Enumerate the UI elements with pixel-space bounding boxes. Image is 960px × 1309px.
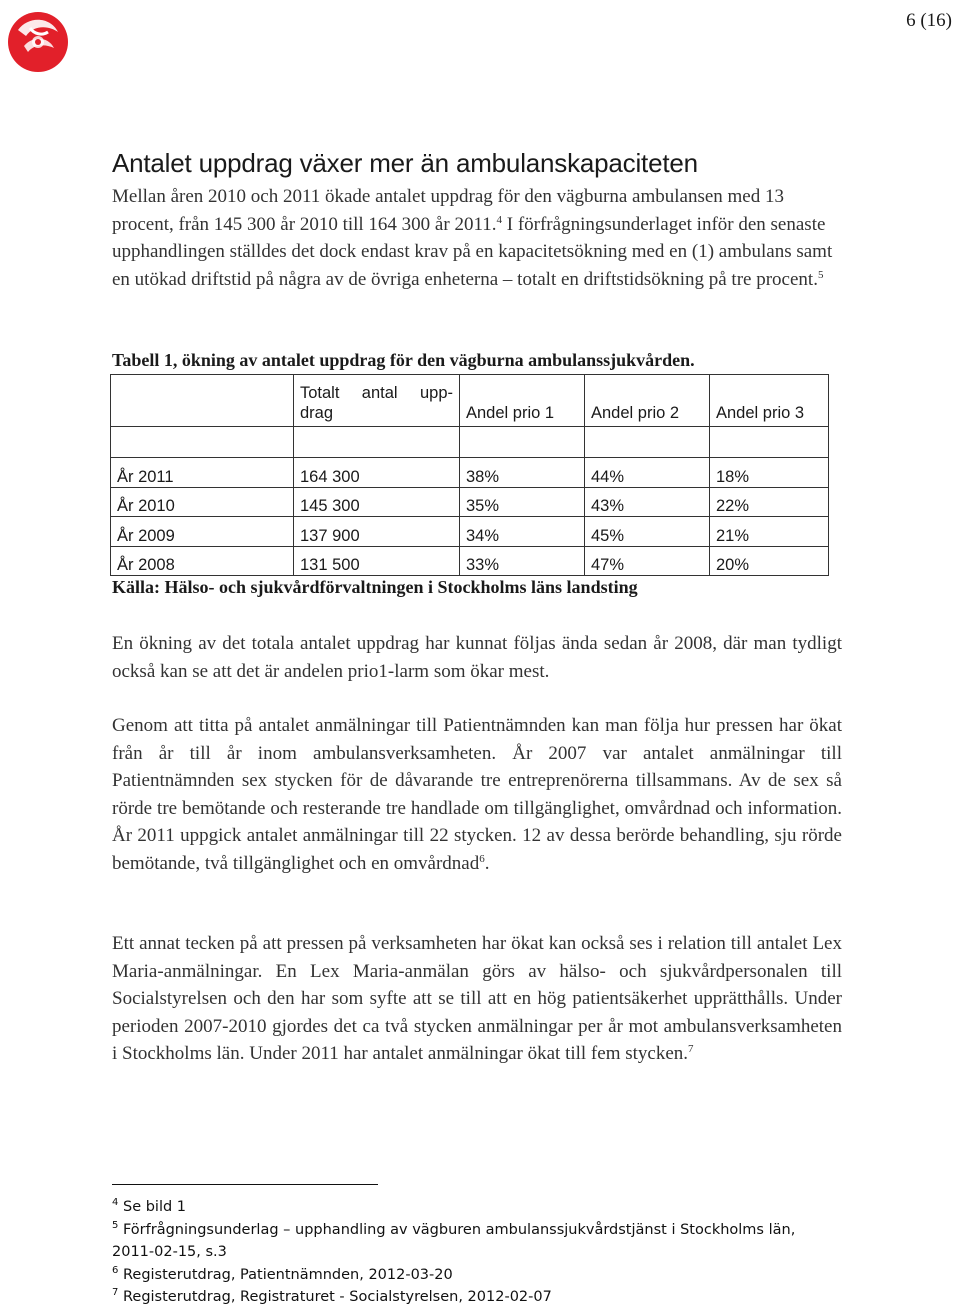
table-cell: 137 900	[294, 517, 460, 547]
table-cell	[294, 427, 460, 458]
table-cell: 18%	[710, 458, 829, 488]
table-header-cell: Andel prio 2	[585, 375, 710, 427]
table-cell: 43%	[585, 487, 710, 517]
red-rose-logo-icon	[4, 6, 70, 78]
intro-paragraph	[112, 183, 842, 293]
table-header-cell	[111, 375, 294, 427]
table-cell: År 2009	[111, 517, 294, 547]
table-header-cell: Andel prio 1	[460, 375, 585, 427]
table-cell: 145 300	[294, 487, 460, 517]
table-row	[111, 458, 829, 488]
footnote-ref-7[interactable]: 7	[688, 1043, 694, 1055]
footnote-item	[112, 1286, 842, 1309]
header-total-line2: drag	[300, 404, 334, 422]
table-cell: 47%	[585, 546, 710, 576]
table-header-row	[111, 375, 829, 427]
table-caption: Tabell 1, ökning av antalet uppdrag för den vägburna ambulanssjukvården.	[112, 350, 695, 370]
footnote-text: Registerutdrag, Registraturet - Socialstyrelsen, 2012-02-07	[122, 1289, 552, 1305]
footnote-number: 4	[112, 1197, 119, 1208]
table-cell	[710, 427, 829, 458]
paragraph-lex-maria-text: Ett annat tecken på att pressen på verksamheten har ökat kan också ses i relation till antalet Lex Maria-anmälningar. En Lex Maria-anmälan görs av hälso- och sjukvårdpersonalen till Socialstyrelsen och den har som syfte att se till att en hög patientsäkerhet upprätthålls. Under perioden 2007-2010 gjordes det ca två stycken anmälningar per år mot ambulansverksamheten i Stockholms län. Under 2011 har antalet anmälningar ökat till fem stycken.	[112, 933, 842, 1064]
table-row	[111, 517, 829, 547]
paragraph-trend: En ökning av det totala antalet uppdrag har kunnat följas ända sedan år 2008, där man tydligt också kan se att det är andelen prio1-larm som ökar mest.	[112, 633, 842, 682]
footnote-text: Se bild 1	[122, 1199, 187, 1215]
page-number: 6 (16)	[906, 10, 952, 31]
table-row	[111, 487, 829, 517]
table-cell: 35%	[460, 487, 585, 517]
table-cell: 45%	[585, 517, 710, 547]
footnote-ref-5[interactable]: 5	[817, 268, 824, 281]
footnote-item	[112, 1196, 842, 1219]
footnote-number: 5	[112, 1219, 119, 1231]
table-cell: 22%	[710, 487, 829, 517]
paragraph-patient-board	[112, 712, 842, 877]
table-cell: 164 300	[294, 458, 460, 488]
table-cell: År 2008	[111, 546, 294, 576]
intro-text-b: I förfrågningsunderlaget inför den senaste upphandlingen ställdes det dock endast krav på en kapacitetsökning med en (1) ambulans samt en utökad driftstid på några av de övriga enheterna – totalt en driftstidsökning på tre procent.	[112, 213, 833, 290]
paragraph-patient-board-text: Genom att titta på antalet anmälningar till Patientnämnden kan man följa hur pressen har ökat från år till år inom ambulansverksamheten. År 2007 var antalet anmälningar till Patientnämnden sex stycken för de dåvarande tre entreprenörerna tillsammans. Av de sex så rörde tre bemötande och resterande tre handlade om tillgänglighet, omvårdnad och information. År 2011 uppgick antalet anmälningar till 22 stycken. 12 av dessa berörde behandling, sju rörde bemötande, två tillgänglighet och en omvårdnad	[112, 715, 842, 874]
table-cell	[111, 427, 294, 458]
table-spacer-row	[111, 427, 829, 458]
paragraph-lex-maria	[112, 930, 842, 1068]
table-header-cell	[294, 375, 460, 427]
table-cell: 21%	[710, 517, 829, 547]
footnotes	[112, 1196, 842, 1309]
footnote-number: 7	[112, 1287, 119, 1298]
footnote-item	[112, 1219, 842, 1264]
table-cell: 131 500	[294, 546, 460, 576]
footnote-text: Registerutdrag, Patientnämnden, 2012-03-20	[122, 1266, 453, 1283]
section-title: Antalet uppdrag växer mer än ambulanskapaciteten	[112, 148, 698, 178]
footnote-item	[112, 1264, 842, 1287]
assignments-table	[110, 374, 829, 576]
header-total-line1: Totalt antal upp-	[300, 384, 453, 402]
table-cell: 38%	[460, 458, 585, 488]
table-header-cell: Andel prio 3	[710, 375, 829, 427]
footnote-divider	[112, 1184, 378, 1185]
table-cell: 33%	[460, 546, 585, 576]
intro-text-a: Mellan åren 2010 och 2011 ökade antalet uppdrag för den vägburna ambulansen med 13 procent, från 145 300 år 2010 till 164 300 år 2011.	[112, 186, 784, 235]
table-cell: År 2010	[111, 487, 294, 517]
footnote-ref-4[interactable]: 4	[496, 213, 502, 226]
table-row	[111, 546, 829, 576]
table-cell: 44%	[585, 458, 710, 488]
table-cell: År 2011	[111, 458, 294, 488]
table-cell: 34%	[460, 517, 585, 547]
table-cell	[460, 427, 585, 458]
table-cell: 20%	[710, 546, 829, 576]
footnote-number: 6	[112, 1264, 119, 1276]
paragraph-end: .	[484, 852, 490, 874]
footnote-ref-6[interactable]: 6	[479, 852, 485, 865]
table-cell	[585, 427, 710, 458]
footnote-text: Förfrågningsunderlag – upphandling av vägburen ambulanssjukvårdstjänst i Stockholms län, 2011-02-15, s.3	[112, 1221, 796, 1260]
table-source: Källa: Hälso- och sjukvårdförvaltningen i Stockholms läns landsting	[112, 577, 638, 597]
